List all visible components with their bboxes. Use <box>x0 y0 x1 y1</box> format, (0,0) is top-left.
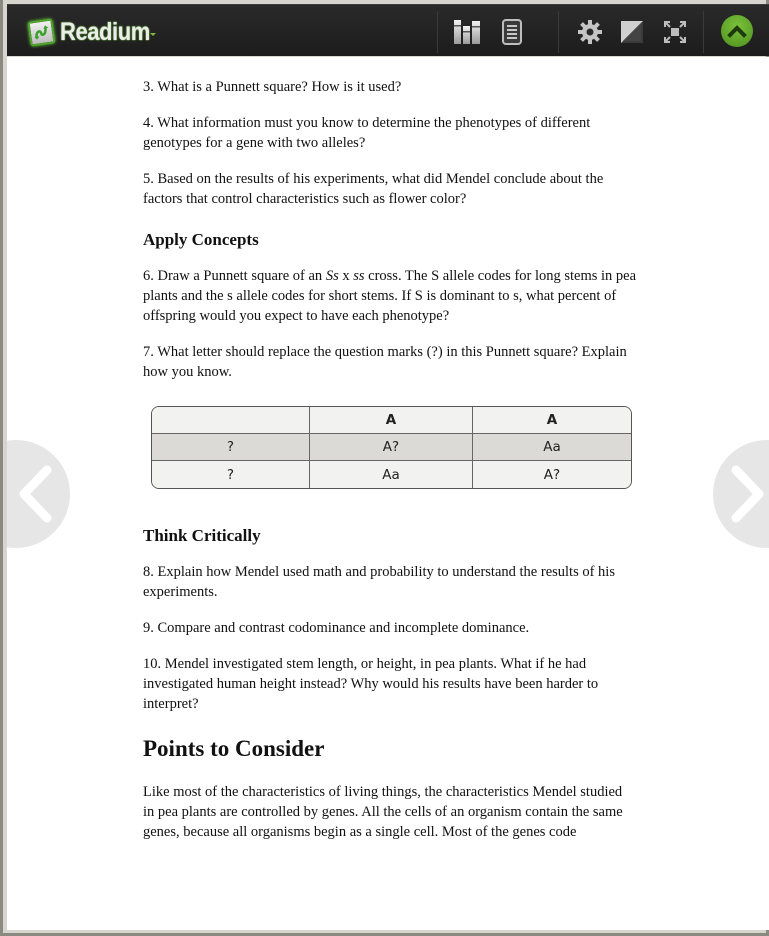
punnett-square-table <box>151 406 632 489</box>
app-menu-button[interactable] <box>29 17 156 47</box>
question-4: 4. What information must you know to determine the phenotypes of different genotypes for a gene with two alleles? <box>143 115 591 151</box>
toolbar-divider <box>703 11 704 53</box>
question-9: 9. Compare and contrast codominance and incomplete dominance. <box>143 620 530 636</box>
reading-pane <box>7 57 769 930</box>
table-row: ? Aa A? <box>152 461 631 488</box>
toolbar-divider <box>558 11 559 53</box>
question-8: 8. Explain how Mendel used math and probability to understand the results of his experiments. <box>143 564 615 600</box>
question-6: 6. Draw a Punnett square of an Ss x ss cross. The S allele codes for long stems in pea plants and the s allele codes for short stems. If S is dominant to s, what percent of offspring would you expect to have each phenotype? <box>143 268 637 324</box>
apply-concepts-heading: Apply Concepts <box>143 230 259 249</box>
caret-down-icon <box>150 33 156 36</box>
chevron-up-icon <box>727 24 747 38</box>
contrast-toggle-icon <box>620 20 644 44</box>
book-content <box>143 77 637 858</box>
table-header-row: A A <box>152 407 631 434</box>
points-paragraph: Like most of the characteristics of living things, the characteristics Mendel studied in pea plants are controlled by genes. All the cells of an organism contain the same genes, because all organisms begin as a single cell. Most of the genes code <box>143 784 623 840</box>
question-5: 5. Based on the results of his experiments, what did Mendel conclude about the factors that control characteristics such as flower color? <box>143 171 604 207</box>
toc-button[interactable] <box>495 15 529 49</box>
chevron-left-icon <box>7 440 70 548</box>
question-7: 7. What letter should replace the question marks (?) in this Punnett square? Explain how you know. <box>143 344 627 380</box>
top-navbar <box>7 4 769 56</box>
scroll-top-button[interactable] <box>721 15 753 47</box>
settings-button[interactable] <box>573 15 607 49</box>
think-critically-heading: Think Critically <box>143 526 261 545</box>
next-page-button[interactable] <box>713 440 769 548</box>
readium-logo-icon <box>27 18 55 46</box>
gear-icon <box>577 19 603 45</box>
library-button[interactable] <box>451 15 485 49</box>
fullscreen-button[interactable] <box>658 15 692 49</box>
chevron-right-icon <box>713 440 769 548</box>
table-row: ? A? Aa <box>152 434 631 461</box>
library-bookshelf-icon <box>453 19 483 45</box>
question-3: 3. What is a Punnett square? How is it used? <box>143 79 402 95</box>
previous-page-button[interactable] <box>7 440 70 548</box>
contrast-button[interactable] <box>615 15 649 49</box>
app-name: Readium <box>60 17 150 46</box>
points-to-consider-heading: Points to Consider <box>143 736 325 761</box>
question-10: 10. Mendel investigated stem length, or height, in pea plants. What if he had investigated human height instead? Why would his results have been harder to interpret? <box>143 656 599 712</box>
fullscreen-expand-icon <box>663 20 687 44</box>
toolbar-divider <box>437 11 438 53</box>
table-of-contents-icon <box>501 19 523 45</box>
